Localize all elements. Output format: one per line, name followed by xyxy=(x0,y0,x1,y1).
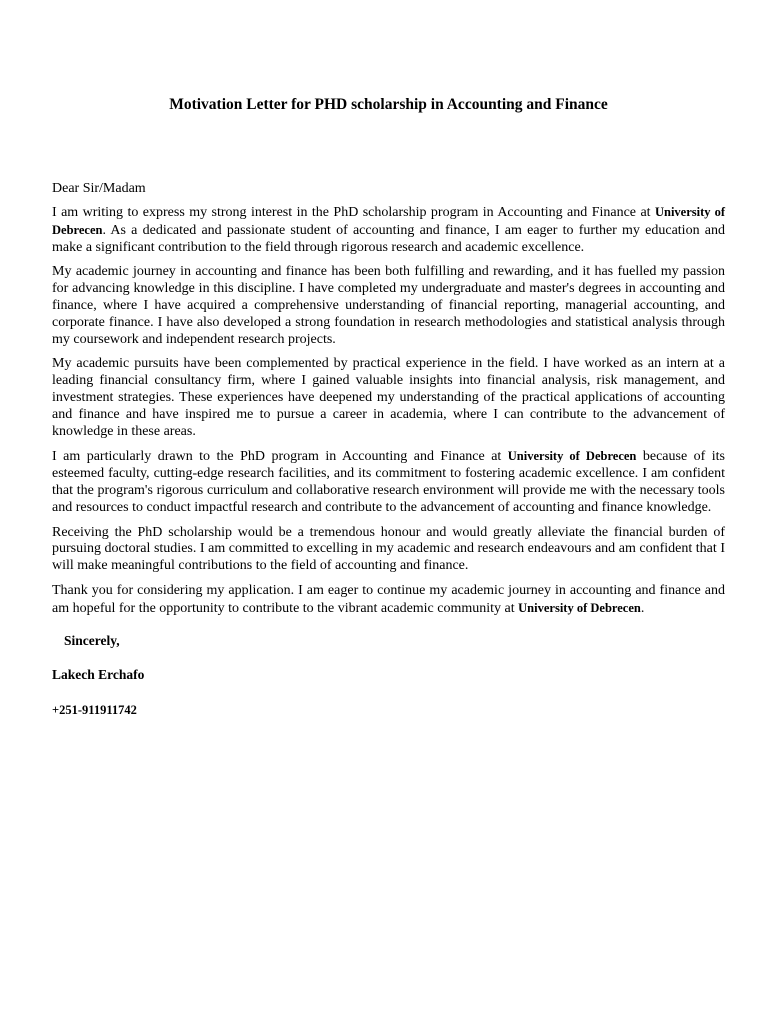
paragraph-program-text-2: because of its esteemed faculty, cutting-edge research facilities, and its commitment to fostering academic excellence. I am confident that the program's rigorous curriculum and collaborative research environment will provide me with the necessary tools and resources to conduct impactful research and contribute to the advancement of accounting and finance knowledge. xyxy=(52,449,725,515)
paragraph-program-text-1: I am particularly drawn to the PhD program in Accounting and Finance at xyxy=(52,449,508,465)
university-name: University of Debrecen xyxy=(52,205,725,237)
paragraph-practical-experience: My academic pursuits have been complemented by practical experience in the field. I have worked as an intern at a leading financial consultancy firm, where I gained valuable insights into financial analysis, risk management, and investment strategies. These experiences have deepened my understanding of the practical applications of accounting and finance and have inspired me to pursue a career in academia, where I can contribute to the advancement of knowledge in these areas. xyxy=(52,356,725,439)
paragraph-academic-journey: My academic journey in accounting and finance has been both fulfilling and rewarding, and it has fuelled my passion for advancing knowledge in this discipline. I have completed my undergraduate and master's degrees in accounting and finance, where I have acquired a comprehensive understanding of financial reporting, managerial accounting, and corporate finance. I have also developed a strong foundation in research methodologies and statistical analysis through my coursework and independent research projects. xyxy=(52,264,725,347)
paragraph-thanks-text-1: Thank you for considering my application. I am eager to continue my academic journey in accounting and finance and am hopeful for the opportunity to contribute to the vibrant academic community at xyxy=(52,582,725,616)
phone-number: +251-911911742 xyxy=(52,702,137,717)
paragraph-intro xyxy=(52,204,725,256)
paragraph-program-interest xyxy=(52,448,725,516)
paragraph-thanks xyxy=(52,583,725,618)
paragraph-intro-text-1: I am writing to express my strong interest in the PhD scholarship program in Accounting and Finance at xyxy=(52,205,655,220)
paragraph-scholarship: Receiving the PhD scholarship would be a tremendous honour and would greatly alleviate the financial burden of pursuing doctoral studies. I am committed to excelling in my academic and research endeavours and am confident that I will make meaningful contributions to the field of accounting and finance. xyxy=(52,524,725,574)
university-name: University of Debrecen xyxy=(518,600,641,615)
letter-page xyxy=(52,96,725,719)
closing: Sincerely, xyxy=(64,632,120,648)
signature-name: Lakech Erchafo xyxy=(52,666,145,682)
paragraph-thanks-text-2: . xyxy=(640,600,645,616)
salutation: Dear Sir/Madam xyxy=(52,181,146,196)
paragraph-intro-text-2: . As a dedicated and passionate student of accounting and finance, I am eager to further my education and make a significant contribution to the field through rigorous research and academic excellence. xyxy=(52,222,725,255)
university-name: University of Debrecen xyxy=(507,449,637,464)
letter-title: Motivation Letter for PHD scholarship in Accounting and Finance xyxy=(169,96,608,113)
